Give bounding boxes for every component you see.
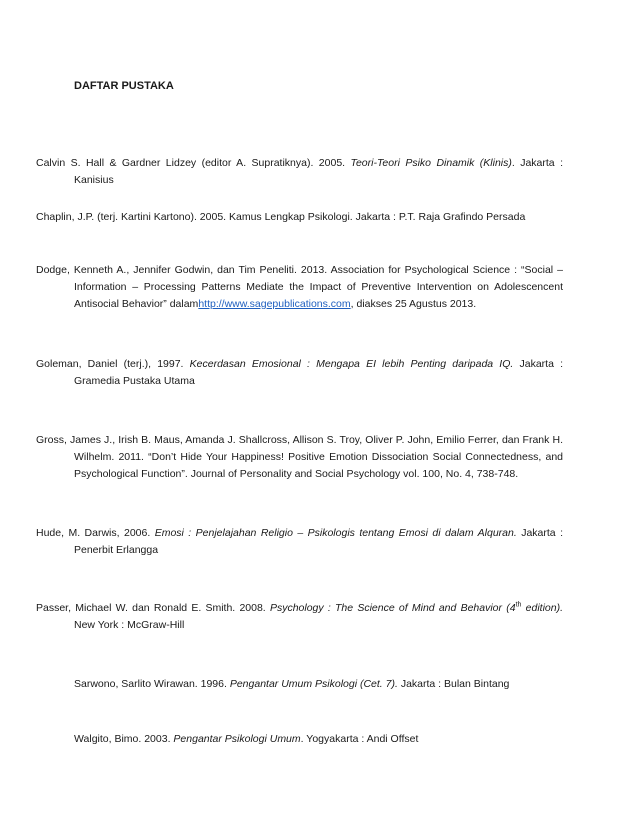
- reference-title: Pengantar Psikologi Umum: [173, 733, 301, 745]
- reference-text: Hude, M. Darwis, 2006.: [36, 527, 155, 539]
- reference-entry: [36, 155, 563, 189]
- reference-entry: [36, 356, 563, 390]
- reference-access-note: , diakses 25 Agustus 2013.: [350, 298, 477, 310]
- reference-title: Emosi : Penjelajahan Religio – Psikologis tentang Emosi di dalam Alquran.: [154, 527, 517, 539]
- reference-text: Calvin S. Hall & Gardner Lidzey (editor A. Supratiknya). 2005.: [36, 157, 351, 169]
- reference-text: Dodge, Kenneth A., Jennifer Godwin, dan Tim Peneliti. 2013. Association for Psychological Science : “Social – Information – Processing Patterns Mediate the Impact of Preventive Intervention on Adolescencent Antisocial Behavior” dalam: [36, 264, 563, 310]
- reference-publisher: . Jakarta : Kanisius: [74, 157, 563, 186]
- reference-title: Psychology : The Science of Mind and Behavior (4: [269, 602, 516, 614]
- reference-title: Teori-Teori Psiko Dinamik (Klinis): [350, 157, 512, 169]
- reference-text: Passer, Michael W. dan Ronald E. Smith. 2008.: [36, 602, 270, 614]
- reference-entry: [36, 600, 563, 634]
- page-title: DAFTAR PUSTAKA: [74, 80, 174, 92]
- reference-text: Gross, James J., Irish B. Maus, Amanda J. Shallcross, Allison S. Troy, Oliver P. John, Emilio Ferrer, dan Frank H. Wilhelm. 2011. “Don’t Hide Your Happiness! Positive Emotion Dissociation Social Connectedness, and Psychological Function”. Journal of Personality and Social Psychology vol. 100, No. 4, 738-748.: [36, 434, 563, 480]
- reference-entry: [36, 432, 563, 483]
- reference-publisher: New York : McGraw-Hill: [74, 619, 185, 631]
- reference-text: Walgito, Bimo. 2003.: [74, 733, 174, 745]
- reference-text: Sarwono, Sarlito Wirawan. 1996.: [74, 678, 230, 690]
- reference-text: Chaplin, J.P. (terj. Kartini Kartono). 2005. Kamus Lengkap Psikologi. Jakarta : P.T. Raja Grafindo Persada: [36, 211, 526, 223]
- reference-link[interactable]: http://www.sagepublications.com: [198, 298, 351, 310]
- reference-publisher: . Yogyakarta : Andi Offset: [300, 733, 419, 745]
- reference-entry: [74, 731, 563, 748]
- reference-entry: [74, 676, 563, 693]
- reference-title-cont: edition).: [521, 602, 563, 614]
- reference-entry: [36, 525, 563, 559]
- reference-entry: [36, 262, 563, 313]
- reference-text: Goleman, Daniel (terj.), 1997.: [36, 358, 190, 370]
- reference-superscript: th: [515, 601, 522, 609]
- reference-title: Pengantar Umum Psikologi (Cet. 7).: [229, 678, 398, 690]
- reference-title: Kecerdasan Emosional : Mengapa EI lebih Penting daripada IQ.: [189, 358, 514, 370]
- reference-publisher: Jakarta : Bulan Bintang: [397, 678, 510, 690]
- reference-publisher: Jakarta : Gramedia Pustaka Utama: [74, 358, 563, 387]
- reference-entry: [36, 209, 563, 226]
- reference-publisher: Jakarta : Penerbit Erlangga: [74, 527, 563, 556]
